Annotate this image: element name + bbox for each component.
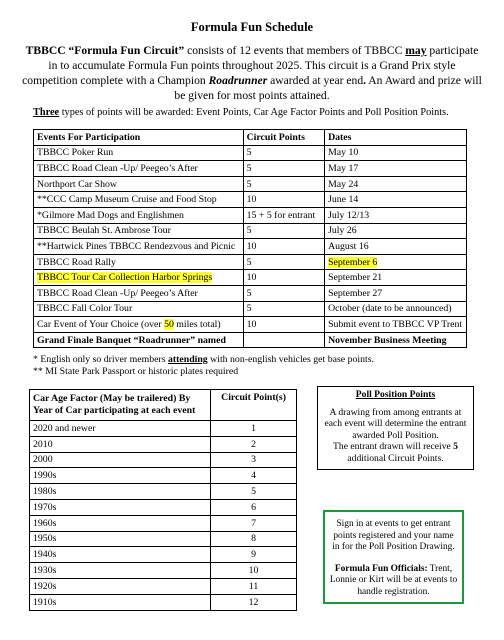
table-cell: 1	[211, 421, 297, 437]
footnotes	[33, 354, 374, 378]
table-cell: 4	[211, 468, 297, 484]
events-table	[33, 129, 467, 348]
table-row	[30, 594, 297, 610]
officials-label: Formula Fun Officials:	[334, 563, 428, 574]
table-cell: 5	[243, 161, 324, 177]
table-row	[34, 176, 467, 192]
poll-heading: Poll Position Points	[355, 389, 436, 400]
table-row	[30, 547, 297, 563]
highlight-mark: 50	[164, 318, 174, 330]
table-cell: **CCC Camp Museum Cruise and Food Stop	[34, 192, 244, 208]
table-cell: May 24	[325, 176, 467, 192]
table-row	[30, 484, 297, 500]
table-row	[34, 317, 467, 333]
table-cell: 10	[243, 239, 324, 255]
table-cell: 1990s	[30, 468, 211, 484]
table-cell	[325, 254, 467, 270]
intro-part4: An Award and prize will be given for most points attained.	[174, 74, 482, 102]
table-cell: Submit event to TBBCC VP Trent	[325, 317, 467, 333]
poll-text-1: A drawing from among entrants at each event will determine the entrant awarded Poll Position.	[324, 406, 467, 441]
intro-lead: TBBCC “Formula Fun Circuit”	[25, 44, 185, 57]
table-cell: 1920s	[30, 578, 211, 594]
poll-text-2a: The entrant drawn will receive	[333, 441, 454, 453]
poll-text-2b: additional Circuit Points.	[347, 452, 444, 464]
intro-part1: consists of 12 events that members of TBBCC	[184, 44, 406, 57]
table-cell: July 26	[325, 223, 467, 239]
table-cell: 2020 and newer	[30, 421, 211, 437]
signin-box	[323, 510, 464, 604]
table-cell: 7	[211, 515, 297, 531]
car-age-table	[29, 389, 297, 611]
table-cell: May 17	[325, 161, 467, 177]
table-row	[34, 285, 467, 301]
car-age-header: Car Age Factor (May be trailered) By Year of Car participating at each event	[30, 390, 211, 421]
table-cell	[34, 270, 244, 286]
table-row	[30, 578, 297, 594]
poll-text-2	[320, 441, 471, 464]
table-row	[30, 531, 297, 547]
intro-may: may	[405, 44, 427, 57]
table-cell: TBBCC Beulah St. Ambrose Tour	[34, 223, 244, 239]
table-row	[34, 332, 467, 348]
table-cell: 10	[243, 192, 324, 208]
events-header-cell: Circuit Points	[243, 130, 324, 146]
poll-position-box	[317, 386, 474, 470]
signin-text: Sign in at events to get entrant points registered and your name in for the Poll Position Drawing.	[332, 519, 455, 553]
table-cell: 10	[243, 317, 324, 333]
table-cell: 1960s	[30, 515, 211, 531]
table-cell: **Hartwick Pines TBBCC Rendezvous and Picnic	[34, 239, 244, 255]
table-cell: 11	[211, 578, 297, 594]
intro-part3: awarded at year end	[267, 74, 364, 87]
types-rest: types of points will be awarded: Event Points, Car Age Factor Points and Poll Position Points.	[59, 107, 449, 118]
table-cell: Northport Car Show	[34, 176, 244, 192]
table-cell: *Gilmore Mad Dogs and Englishmen	[34, 207, 244, 223]
officials-text	[329, 564, 458, 599]
events-header-cell: Events For Participation	[34, 130, 244, 146]
intro-paragraph	[20, 43, 484, 103]
table-cell: 1950s	[30, 531, 211, 547]
intro-period: .	[363, 74, 367, 87]
table-cell: November Business Meeting	[325, 332, 467, 348]
table-cell: TBBCC Road Rally	[34, 254, 244, 270]
table-row	[30, 421, 297, 437]
table-row	[34, 161, 467, 177]
table-cell: 8	[211, 531, 297, 547]
table-row	[34, 270, 467, 286]
table-cell: 5	[211, 484, 297, 500]
car-age-header-row	[30, 390, 297, 421]
poll-five: 5	[453, 441, 458, 453]
table-cell: 1970s	[30, 499, 211, 515]
table-cell: June 14	[325, 192, 467, 208]
table-row	[34, 145, 467, 161]
footnote-1c: with non-english vehicles get base points.	[207, 354, 374, 365]
page-title: Formula Fun Schedule	[190, 20, 314, 34]
table-row	[30, 452, 297, 468]
table-cell: TBBCC Poker Run	[34, 145, 244, 161]
table-cell: August 16	[325, 239, 467, 255]
table-row	[30, 468, 297, 484]
table-cell: 15 + 5 for entrant	[243, 207, 324, 223]
table-cell: 5	[243, 176, 324, 192]
table-cell: 5	[243, 254, 324, 270]
highlight-mark: September 6	[328, 256, 378, 268]
table-cell: 3	[211, 452, 297, 468]
table-cell: 1910s	[30, 594, 211, 610]
table-row	[34, 192, 467, 208]
table-cell: Car Event of Your Choice (over 50 miles total)	[34, 317, 244, 333]
table-cell: 2010	[30, 436, 211, 452]
table-cell: 5	[243, 285, 324, 301]
points-types-line	[33, 107, 449, 118]
table-cell: 12	[211, 594, 297, 610]
table-cell: May 10	[325, 145, 467, 161]
table-cell: 10	[243, 270, 324, 286]
table-cell: 2000	[30, 452, 211, 468]
footnote-1a: * English only so driver members	[33, 354, 168, 365]
table-row	[34, 207, 467, 223]
table-cell: September 27	[325, 285, 467, 301]
intro-part2: participate in to accumulate Formula Fun points throughout 2025. This circuit is a Grand Prix style competition complete with a Champion	[22, 44, 479, 87]
table-cell: 10	[211, 563, 297, 579]
table-row	[34, 254, 467, 270]
table-cell: TBBCC Fall Color Tour	[34, 301, 244, 317]
table-cell: October (date to be announced)	[325, 301, 467, 317]
types-lead: Three	[33, 107, 60, 118]
table-cell: 1930s	[30, 563, 211, 579]
table-cell: 5	[243, 301, 324, 317]
table-cell: Grand Finale Banquet “Roadrunner” named	[34, 332, 244, 348]
footnote-1b: attending	[167, 354, 208, 365]
table-cell: September 21	[325, 270, 467, 286]
table-cell: 1940s	[30, 547, 211, 563]
footnote-passport: ** MI State Park Passport or historic plates required	[33, 366, 239, 377]
table-row	[30, 436, 297, 452]
table-cell: 5	[243, 223, 324, 239]
intro-roadrunner: Roadrunner	[208, 74, 268, 87]
table-row	[34, 239, 467, 255]
events-header-cell: Dates	[325, 130, 467, 146]
table-row	[30, 515, 297, 531]
table-row	[30, 563, 297, 579]
highlight-mark: TBBCC Tour Car Collection Harbor Springs	[37, 272, 213, 284]
officials-names: Trent, Lonnie or Kirt will be at events to handle registration.	[329, 563, 458, 597]
table-row	[30, 499, 297, 515]
events-header-row	[34, 130, 467, 146]
footnote-english	[33, 354, 374, 366]
circuit-points-header: Circuit Point(s)	[211, 390, 297, 421]
table-cell: 5	[243, 145, 324, 161]
table-cell: 2	[211, 436, 297, 452]
table-cell: 6	[211, 499, 297, 515]
table-row	[34, 301, 467, 317]
table-cell: TBBCC Road Clean -Up/ Peegeo’s After	[34, 161, 244, 177]
table-cell: TBBCC Road Clean -Up/ Peegeo’s After	[34, 285, 244, 301]
table-cell: 1980s	[30, 484, 211, 500]
table-cell: July 12/13	[325, 207, 467, 223]
table-row	[34, 223, 467, 239]
table-cell	[243, 332, 324, 348]
table-cell: 9	[211, 547, 297, 563]
